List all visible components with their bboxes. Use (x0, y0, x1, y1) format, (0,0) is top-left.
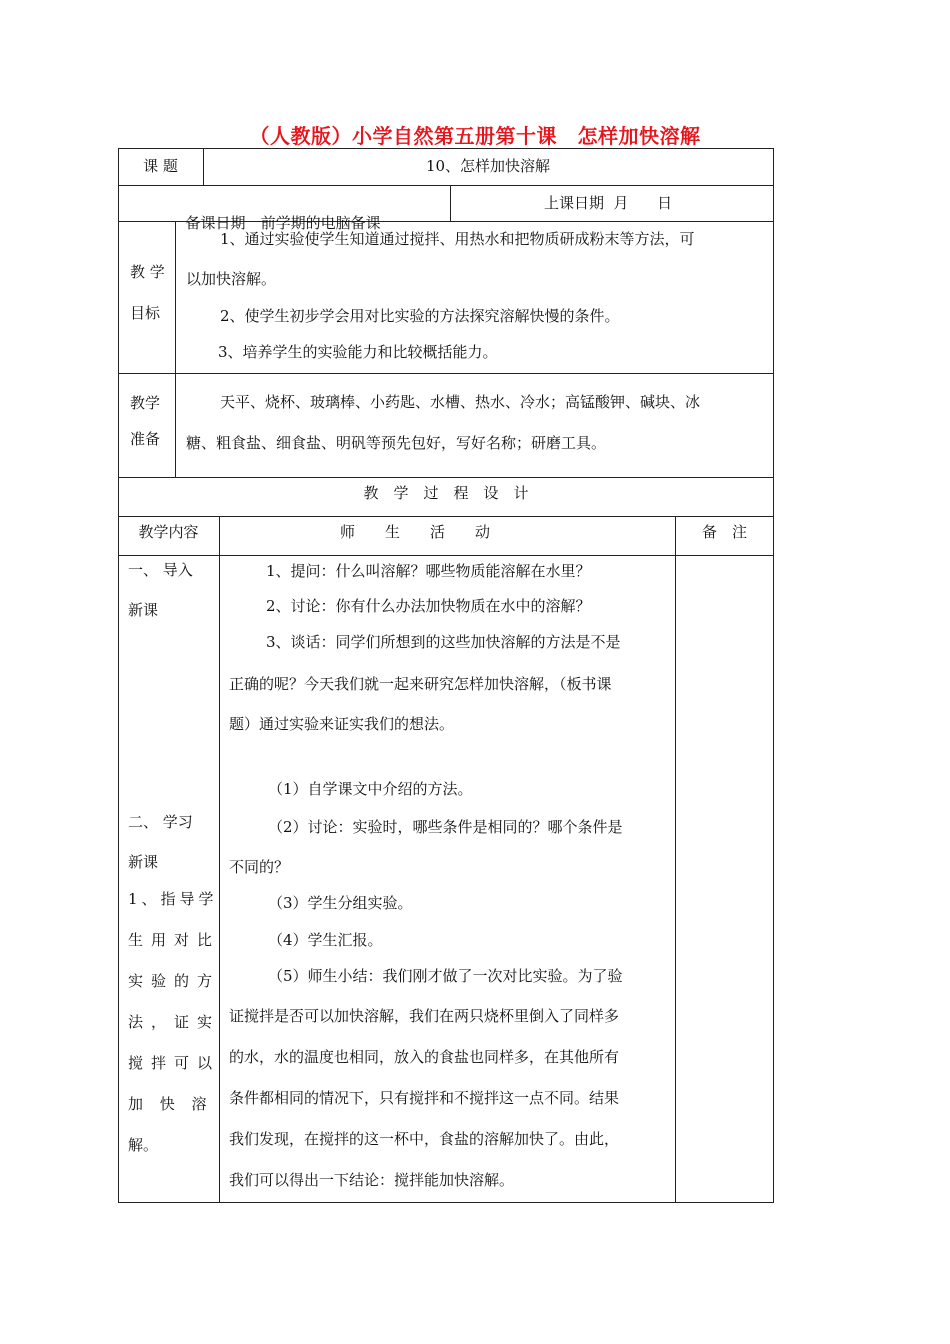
activity-line: 正确的呢？今天我们就一起来研究怎样加快溶解，（板书课 (229, 675, 612, 693)
learn-heading-2: 新课 (128, 853, 159, 871)
activity-line: （3）学生分组实验。 (268, 894, 413, 912)
goals-line-4: 3、培养学生的实验能力和比较概括能力。 (218, 343, 498, 361)
intro-heading: 一、 导入 (128, 561, 193, 579)
learn-heading: 二、 学习 (128, 813, 193, 831)
activity-line: 不同的？ (229, 858, 290, 876)
step-line: 解。 (128, 1136, 159, 1154)
activity-line: 证搅拌是否可以加快溶解，我们在两只烧杯里倒入了同样多 (229, 1007, 620, 1025)
topic-value: 10、怎样加快溶解 (425, 157, 551, 175)
class-date: 上课日期 月 日 (544, 194, 673, 212)
goals-label-2: 目标 (130, 304, 161, 322)
activity-line: 我们可以得出一下结论：搅拌能加快溶解。 (229, 1171, 515, 1189)
column-notes: 备 注 (701, 523, 747, 541)
activity-line: （5）师生小结：我们刚才做了一次对比实验。为了验 (268, 967, 623, 985)
activity-line: 条件都相同的情况下，只有搅拌和不搅拌这一点不同。结果 (229, 1089, 620, 1107)
activity-line: （4）学生汇报。 (268, 931, 383, 949)
activity-line: 题）通过实验来证实我们的想法。 (229, 715, 455, 733)
intro-heading-2: 新课 (128, 601, 159, 619)
step-line: 生用对比 (128, 931, 221, 949)
step-line: 搅拌可以 (128, 1054, 221, 1072)
goals-line-3: 2、使学生初步学会用对比实验的方法探究溶解快慢的条件。 (220, 307, 620, 325)
activity-line: 1、提问：什么叫溶解？哪些物质能溶解在水里？ (266, 562, 591, 580)
activity-line: 2、讨论：你有什么办法加快物质在水中的溶解？ (266, 597, 591, 615)
column-activity: 师 生 活 动 (340, 523, 491, 541)
step-line: 加 快 溶 (128, 1095, 213, 1113)
topic-label: 课 题 (143, 157, 178, 175)
goals-label-1: 教 学 (130, 263, 165, 281)
activity-line: 我们发现，在搅拌的这一杯中，食盐的溶解加快了。由此， (229, 1130, 620, 1148)
prep-date (176, 193, 381, 233)
step-line: 实验的方 (128, 972, 221, 990)
activity-line: 3、谈话：同学们所想到的这些加快溶解的方法是不是 (266, 633, 621, 651)
goals-line-1: 1、通过实验使学生知道通过搅拌、用热水和把物质研成粉末等方法，可 (220, 230, 695, 248)
design-header: 教 学 过 程 设 计 (363, 484, 529, 502)
prep-line-1: 天平、烧杯、玻璃棒、小药匙、水槽、热水、冷水；高锰酸钾、碱块、冰 (220, 393, 701, 411)
activity-line: （2）讨论：实验时，哪些条件是相同的？哪个条件是 (268, 818, 623, 836)
step-line: 1、指导学 (128, 890, 218, 908)
prep-line-2: 糖、粗食盐、细食盐、明矾等预先包好，写好名称；研磨工具。 (186, 434, 607, 452)
prep-label-1: 教学 (130, 394, 161, 412)
activity-line: 的水，水的温度也相同，放入的食盐也同样多，在其他所有 (229, 1048, 620, 1066)
document-title: （人教版）小学自然第五册第十课 怎样加快溶解 (249, 124, 701, 148)
prep-date-label: 备课日期 (185, 214, 246, 232)
step-line: 法，证实 (128, 1013, 221, 1031)
prep-label-2: 准备 (130, 430, 161, 448)
goals-line-2: 以加快溶解。 (186, 270, 277, 288)
column-content: 教学内容 (138, 523, 199, 541)
prep-date-value: 前学期的电脑备课 (260, 214, 381, 232)
activity-line: （1）自学课文中介绍的方法。 (268, 780, 473, 798)
